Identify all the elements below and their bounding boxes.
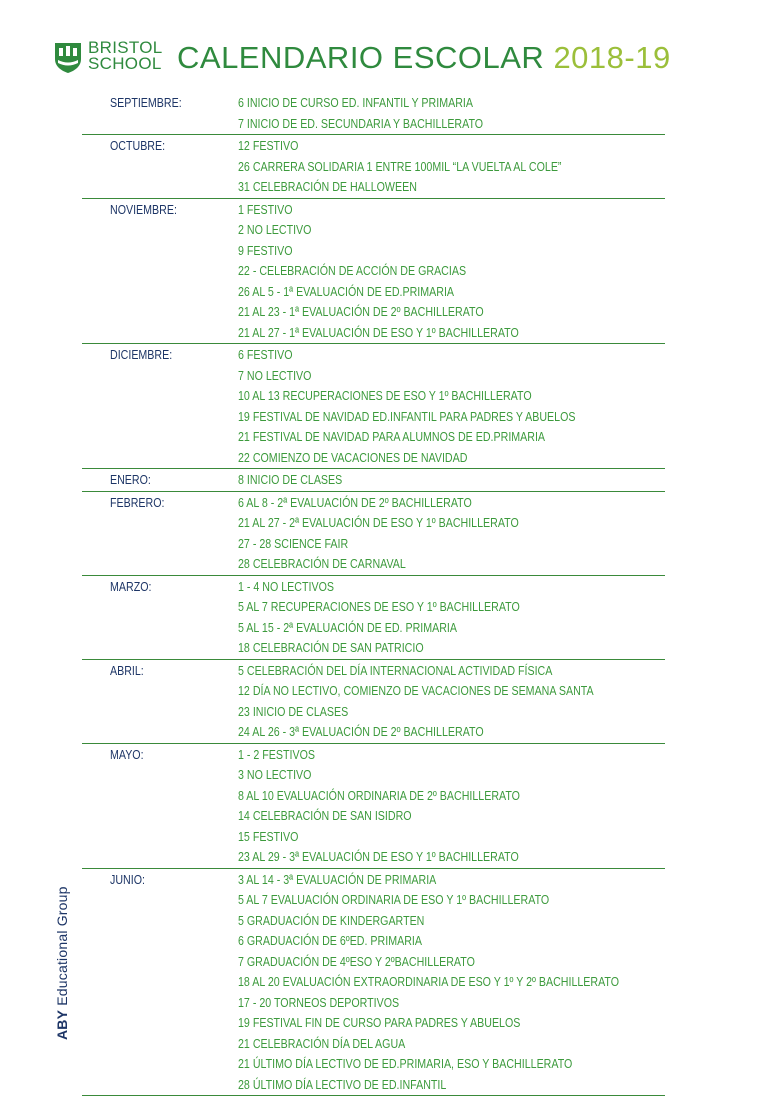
event-item: 5 AL 7 EVALUACIÓN ORDINARIA DE ESO Y 1º BACHILLERATO [238, 890, 588, 911]
event-item: 12 FESTIVO [238, 136, 588, 157]
event-item: 31 CELEBRACIÓN DE HALLOWEEN [238, 177, 588, 198]
month-events [238, 470, 665, 491]
page-title [177, 38, 671, 78]
month-section [82, 135, 665, 199]
month-section [82, 660, 665, 744]
event-item: 14 CELEBRACIÓN DE SAN ISIDRO [238, 806, 588, 827]
event-item: 5 GRADUACIÓN DE KINDERGARTEN [238, 911, 588, 932]
event-item: 21 AL 27 - 2ª EVALUACIÓN DE ESO Y 1º BACHILLERATO [238, 513, 588, 534]
month-events [238, 136, 665, 198]
event-item: 19 FESTIVAL DE NAVIDAD ED.INFANTIL PARA PADRES Y ABUELOS [238, 407, 588, 428]
logo-line-1: BRISTOL [88, 40, 163, 56]
month-section [82, 576, 665, 660]
event-item: 23 AL 29 - 3ª EVALUACIÓN DE ESO Y 1º BACHILLERATO [238, 847, 588, 868]
event-item: 18 AL 20 EVALUACIÓN EXTRAORDINARIA DE ESO Y 1º Y 2º BACHILLERATO [238, 972, 588, 993]
event-item: 21 FESTIVAL DE NAVIDAD PARA ALUMNOS DE ED.PRIMARIA [238, 427, 588, 448]
month-name: SEPTIEMBRE: [110, 93, 182, 113]
event-item: 21 AL 23 - 1ª EVALUACIÓN DE 2º BACHILLERATO [238, 302, 588, 323]
month-section [82, 492, 665, 576]
event-item: 3 AL 14 - 3ª EVALUACIÓN DE PRIMARIA [238, 870, 588, 891]
event-item: 1 - 4 NO LECTIVOS [238, 577, 588, 598]
event-item: 27 - 28 SCIENCE FAIR [238, 534, 588, 555]
event-item: 8 AL 10 EVALUACIÓN ORDINARIA DE 2º BACHILLERATO [238, 786, 588, 807]
calendar-list [82, 92, 665, 1096]
side-brand-label [54, 886, 70, 1040]
event-item: 24 AL 26 - 3ª EVALUACIÓN DE 2º BACHILLERATO [238, 722, 588, 743]
logo-line-2: SCHOOL [88, 56, 163, 72]
event-item: 15 FESTIVO [238, 827, 588, 848]
event-item: 23 INICIO DE CLASES [238, 702, 588, 723]
event-item: 12 DÍA NO LECTIVO, COMIENZO DE VACACIONES DE SEMANA SANTA [238, 681, 588, 702]
event-item: 1 - 2 FESTIVOS [238, 745, 588, 766]
month-section [82, 869, 665, 1096]
event-item: 7 GRADUACIÓN DE 4ºESO Y 2ºBACHILLERATO [238, 952, 588, 973]
month-name: OCTUBRE: [110, 136, 165, 156]
event-item: 6 GRADUACIÓN DE 6ºED. PRIMARIA [238, 931, 588, 952]
month-section [82, 744, 665, 869]
month-name: NOVIEMBRE: [110, 200, 177, 220]
event-item: 28 ÚLTIMO DÍA LECTIVO DE ED.INFANTIL [238, 1075, 588, 1096]
side-brand: ABY [54, 1010, 70, 1040]
event-item: 7 INICIO DE ED. SECUNDARIA Y BACHILLERATO [238, 114, 588, 135]
month-name: ABRIL: [110, 661, 144, 681]
title-text: CALENDARIO ESCOLAR [177, 40, 553, 75]
title-year: 2018-19 [553, 40, 670, 75]
event-item: 5 CELEBRACIÓN DEL DÍA INTERNACIONAL ACTIVIDAD FÍSICA [238, 661, 588, 682]
month-section [82, 199, 665, 345]
event-item: 26 AL 5 - 1ª EVALUACIÓN DE ED.PRIMARIA [238, 282, 588, 303]
month-section [82, 92, 665, 135]
month-events [238, 200, 665, 344]
month-events [238, 345, 665, 468]
month-name: JUNIO: [110, 870, 145, 890]
month-events [238, 493, 665, 575]
page-header [53, 38, 713, 78]
month-name: FEBRERO: [110, 493, 165, 513]
event-item: 22 COMIENZO DE VACACIONES DE NAVIDAD [238, 448, 588, 469]
event-item: 6 FESTIVO [238, 345, 588, 366]
event-item: 9 FESTIVO [238, 241, 588, 262]
month-name: DICIEMBRE: [110, 345, 172, 365]
event-item: 18 CELEBRACIÓN DE SAN PATRICIO [238, 638, 588, 659]
month-section [82, 344, 665, 469]
event-item: 8 INICIO DE CLASES [238, 470, 588, 491]
month-events [238, 745, 665, 868]
event-item: 17 - 20 TORNEOS DEPORTIVOS [238, 993, 588, 1014]
event-item: 10 AL 13 RECUPERACIONES DE ESO Y 1º BACHILLERATO [238, 386, 588, 407]
event-item: 7 NO LECTIVO [238, 366, 588, 387]
month-name: ENERO: [110, 470, 151, 490]
month-name: MARZO: [110, 577, 151, 597]
month-events [238, 661, 665, 743]
event-item: 1 FESTIVO [238, 200, 588, 221]
event-item: 6 AL 8 - 2ª EVALUACIÓN DE 2º BACHILLERATO [238, 493, 588, 514]
event-item: 5 AL 15 - 2ª EVALUACIÓN DE ED. PRIMARIA [238, 618, 588, 639]
school-crest-icon [53, 41, 83, 74]
month-events [238, 870, 665, 1096]
event-item: 28 CELEBRACIÓN DE CARNAVAL [238, 554, 588, 575]
event-item: 6 INICIO DE CURSO ED. INFANTIL Y PRIMARIA [238, 93, 588, 114]
event-item: 19 FESTIVAL FIN DE CURSO PARA PADRES Y ABUELOS [238, 1013, 588, 1034]
month-section [82, 469, 665, 492]
month-events [238, 93, 665, 134]
side-brand-text: Educational Group [54, 886, 70, 1009]
event-item: 21 ÚLTIMO DÍA LECTIVO DE ED.PRIMARIA, ESO Y BACHILLERATO [238, 1054, 588, 1075]
event-item: 26 CARRERA SOLIDARIA 1 ENTRE 100MIL “LA VUELTA AL COLE” [238, 157, 588, 178]
event-item: 22 - CELEBRACIÓN DE ACCIÓN DE GRACIAS [238, 261, 588, 282]
school-logo-text [88, 40, 163, 72]
event-item: 3 NO LECTIVO [238, 765, 588, 786]
month-name: MAYO: [110, 745, 144, 765]
month-events [238, 577, 665, 659]
event-item: 5 AL 7 RECUPERACIONES DE ESO Y 1º BACHILLERATO [238, 597, 588, 618]
event-item: 21 CELEBRACIÓN DÍA DEL AGUA [238, 1034, 588, 1055]
event-item: 2 NO LECTIVO [238, 220, 588, 241]
event-item: 21 AL 27 - 1ª EVALUACIÓN DE ESO Y 1º BACHILLERATO [238, 323, 588, 344]
